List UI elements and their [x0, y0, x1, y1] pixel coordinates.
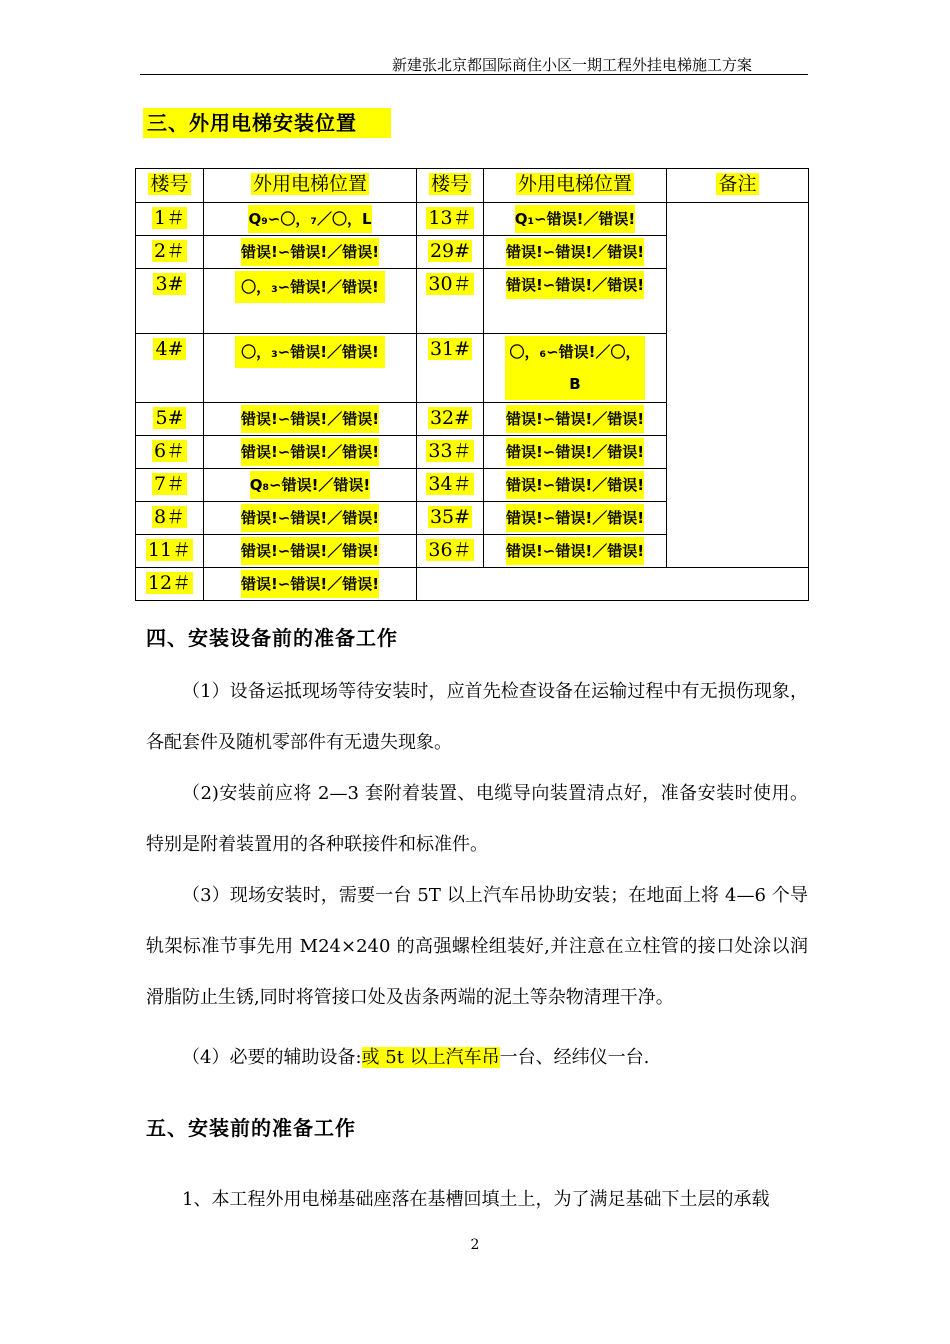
building-number: 4#: [136, 334, 204, 403]
building-number: 8＃: [136, 502, 204, 535]
paragraph-3: （3）现场安装时，需要一台 5T 以上汽车吊协助安装；在地面上将 4—6 个导轨架标准节事先用 M24×240 的高强螺栓组装好,并注意在立柱管的接口处涂以润滑脂防止生锈,同时将管接口处及齿条两端的泥土等杂物清理干净。: [146, 885, 808, 1008]
building-number: 36＃: [417, 535, 484, 568]
section-3-title: 三、外用电梯安装位置: [143, 108, 391, 138]
building-number: 33＃: [417, 436, 484, 469]
building-number: 31#: [417, 334, 484, 403]
building-number: 34＃: [417, 469, 484, 502]
header-cell: 楼号: [417, 169, 484, 203]
building-number: 12＃: [136, 568, 204, 601]
empty-cell: [417, 568, 809, 601]
building-number: 29#: [417, 236, 484, 269]
header-cell: 外用电梯位置: [484, 169, 667, 203]
elevator-position: Q₁∽错误!／错误!: [484, 203, 667, 236]
header-cell: 外用电梯位置: [204, 169, 417, 203]
building-number: 11＃: [136, 535, 204, 568]
building-number: 35#: [417, 502, 484, 535]
building-number: 32#: [417, 403, 484, 436]
building-number: 5#: [136, 403, 204, 436]
elevator-position: 〇，₃∽错误!／错误!: [204, 334, 417, 403]
remarks-cell: [667, 203, 809, 568]
highlighted-text: 或 5t 以上汽车吊: [361, 1047, 500, 1068]
building-number: 7＃: [136, 469, 204, 502]
paragraph-5: 1、本工程外用电梯基础座落在基槽回填土上，为了满足基础下土层的承载: [182, 1189, 770, 1210]
building-number: 13＃: [417, 203, 484, 236]
elevator-position: 错误!∽错误!／错误!: [204, 436, 417, 469]
section-4-title: 四、安装设备前的准备工作: [146, 626, 398, 650]
elevator-position: 错误!∽错误!／错误!: [484, 469, 667, 502]
elevator-position-table: [135, 168, 809, 601]
paragraph-4: （4）必要的辅助设备:或 5t 以上汽车吊一台、经纬仪一台.: [182, 1047, 650, 1068]
section-5-title: 五、安装前的准备工作: [146, 1116, 356, 1140]
building-number: 1＃: [136, 203, 204, 236]
elevator-position: 错误!∽错误!／错误!: [204, 535, 417, 568]
elevator-position: 错误!∽错误!／错误!: [204, 568, 417, 601]
elevator-position: 〇，₆∽错误!／〇，B: [484, 334, 667, 403]
elevator-position: 错误!∽错误!／错误!: [204, 236, 417, 269]
page-number: 2: [470, 1237, 480, 1253]
elevator-position: 错误!∽错误!／错误!: [484, 269, 667, 334]
elevator-position: 〇，₃∽错误!／错误!: [204, 269, 417, 334]
elevator-position: 错误!∽错误!／错误!: [204, 502, 417, 535]
building-number: 6＃: [136, 436, 204, 469]
header-title: 新建张北京都国际商住小区一期工程外挂电梯施工方案: [391, 56, 752, 74]
paragraph-1: （1）设备运抵现场等待安装时，应首先检查设备在运输过程中有无损伤现象，各配套件及随机零部件有无遗失现象。: [146, 681, 808, 753]
header-cell: 备注: [667, 169, 809, 203]
table-row: [136, 568, 809, 601]
elevator-position: Q₉∽〇，₇／〇，L: [204, 203, 417, 236]
elevator-position: 错误!∽错误!／错误!: [484, 236, 667, 269]
elevator-position: 错误!∽错误!／错误!: [204, 403, 417, 436]
elevator-position: 错误!∽错误!／错误!: [484, 502, 667, 535]
elevator-position: 错误!∽错误!／错误!: [484, 403, 667, 436]
elevator-position: 错误!∽错误!／错误!: [484, 535, 667, 568]
page-header: [140, 52, 808, 75]
elevator-position: Q₈∽错误!／错误!: [204, 469, 417, 502]
building-number: 3#: [136, 269, 204, 334]
table-row: [136, 203, 809, 236]
table-header-row: [136, 169, 809, 203]
elevator-position: 错误!∽错误!／错误!: [484, 436, 667, 469]
paragraph-2: （2)安装前应将 2—3 套附着装置、电缆导向装置清点好，准备安装时使用。特别是附着装置用的各种联接件和标准件。: [146, 783, 808, 855]
building-number: 2＃: [136, 236, 204, 269]
header-cell: 楼号: [136, 169, 204, 203]
building-number: 30＃: [417, 269, 484, 334]
